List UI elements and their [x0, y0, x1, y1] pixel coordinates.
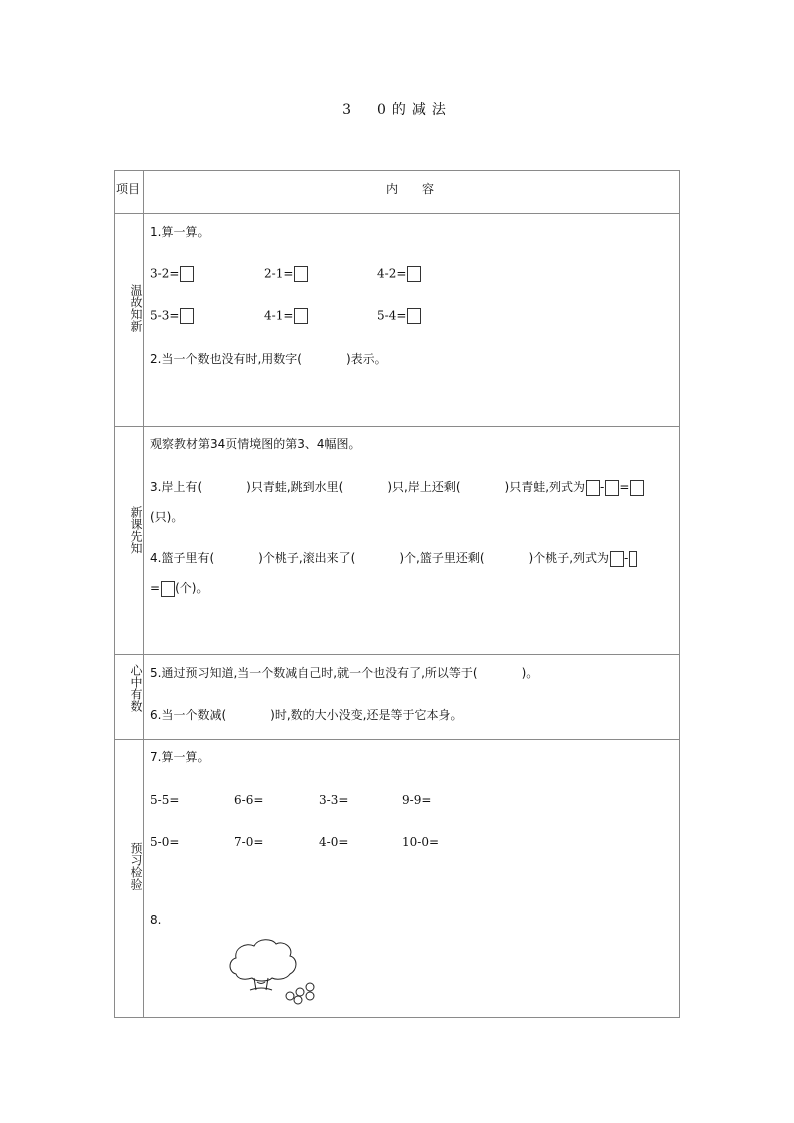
equation-item: 3-3=	[319, 793, 349, 807]
header-project: 项目	[116, 182, 141, 196]
header-content: 内 容	[386, 182, 435, 196]
question-3: 3.岸上有( )只青蛙,跳到水里( )只,岸上还剩( )只青蛙,列式为 - =	[150, 478, 644, 496]
question-7-label: 7.算一算。	[150, 750, 210, 764]
header-divider	[114, 213, 680, 214]
section-label-review: 温故知新	[129, 284, 143, 332]
answer-box[interactable]	[407, 266, 421, 282]
equation-item: 3-2=	[150, 266, 194, 282]
answer-box[interactable]	[586, 480, 600, 496]
column-divider	[143, 170, 144, 1018]
equation-item: 2-1=	[264, 266, 308, 282]
equation-item: 9-9=	[402, 793, 432, 807]
peaches-group	[286, 983, 314, 1004]
question-5: 5.通过预习知道,当一个数减自己时,就一个也没有了,所以等于( )。	[150, 666, 539, 680]
worksheet-table	[114, 170, 680, 1018]
peach-icon	[294, 996, 302, 1004]
equation-item: 4-2=	[377, 266, 421, 282]
section-divider-1	[114, 426, 680, 427]
answer-box[interactable]	[161, 581, 175, 597]
equation-item: 5-4=	[377, 308, 421, 324]
preview-intro: 观察教材第34页情境图的第3、4幅图。	[150, 437, 361, 451]
answer-box[interactable]	[629, 551, 637, 567]
equation-item: 6-6=	[234, 793, 264, 807]
section-divider-3	[114, 739, 680, 740]
equation-item: 4-1=	[264, 308, 308, 324]
question-4: 4.篮子里有( )个桃子,滚出来了( )个,篮子里还剩( )个桃子,列式为 -	[150, 549, 637, 567]
peach-icon	[306, 992, 314, 1000]
equation-item: 5-0=	[150, 835, 180, 849]
answer-box[interactable]	[605, 480, 619, 496]
answer-box[interactable]	[294, 308, 308, 324]
table-border-right	[679, 170, 680, 1018]
table-border-bottom	[114, 1017, 680, 1018]
question-3-unit: (只)。	[150, 510, 184, 524]
equation-item: 5-5=	[150, 793, 180, 807]
peach-icon	[306, 983, 314, 991]
peach-icon	[286, 992, 294, 1000]
answer-box[interactable]	[610, 551, 624, 567]
section-label-mind: 心中有数	[129, 664, 143, 712]
section-divider-2	[114, 654, 680, 655]
question-6: 6.当一个数减( )时,数的大小没变,还是等于它本身。	[150, 708, 463, 722]
peach-icon	[296, 988, 304, 996]
question-8-label: 8.	[150, 913, 162, 927]
answer-box[interactable]	[180, 266, 194, 282]
answer-box[interactable]	[630, 480, 644, 496]
equation-item: 4-0=	[319, 835, 349, 849]
equation-item: 10-0=	[402, 835, 440, 849]
section-label-preview: 新课先知	[129, 506, 143, 554]
question-4-unit: = (个)。	[150, 581, 209, 595]
tree-canopy-shape	[230, 940, 296, 981]
answer-box[interactable]	[407, 308, 421, 324]
page-title: 3 0的减法	[342, 102, 452, 118]
section-label-check: 预习检验	[129, 842, 143, 890]
question-1-label: 1.算一算。	[150, 225, 210, 239]
question-2: 2.当一个数也没有时,用数字( )表示。	[150, 352, 387, 366]
answer-box[interactable]	[180, 308, 194, 324]
equation-item: 5-3=	[150, 308, 194, 324]
table-border-top	[114, 170, 680, 171]
tree-peaches-illustration	[224, 938, 334, 1006]
equation-item: 7-0=	[234, 835, 264, 849]
answer-box[interactable]	[294, 266, 308, 282]
